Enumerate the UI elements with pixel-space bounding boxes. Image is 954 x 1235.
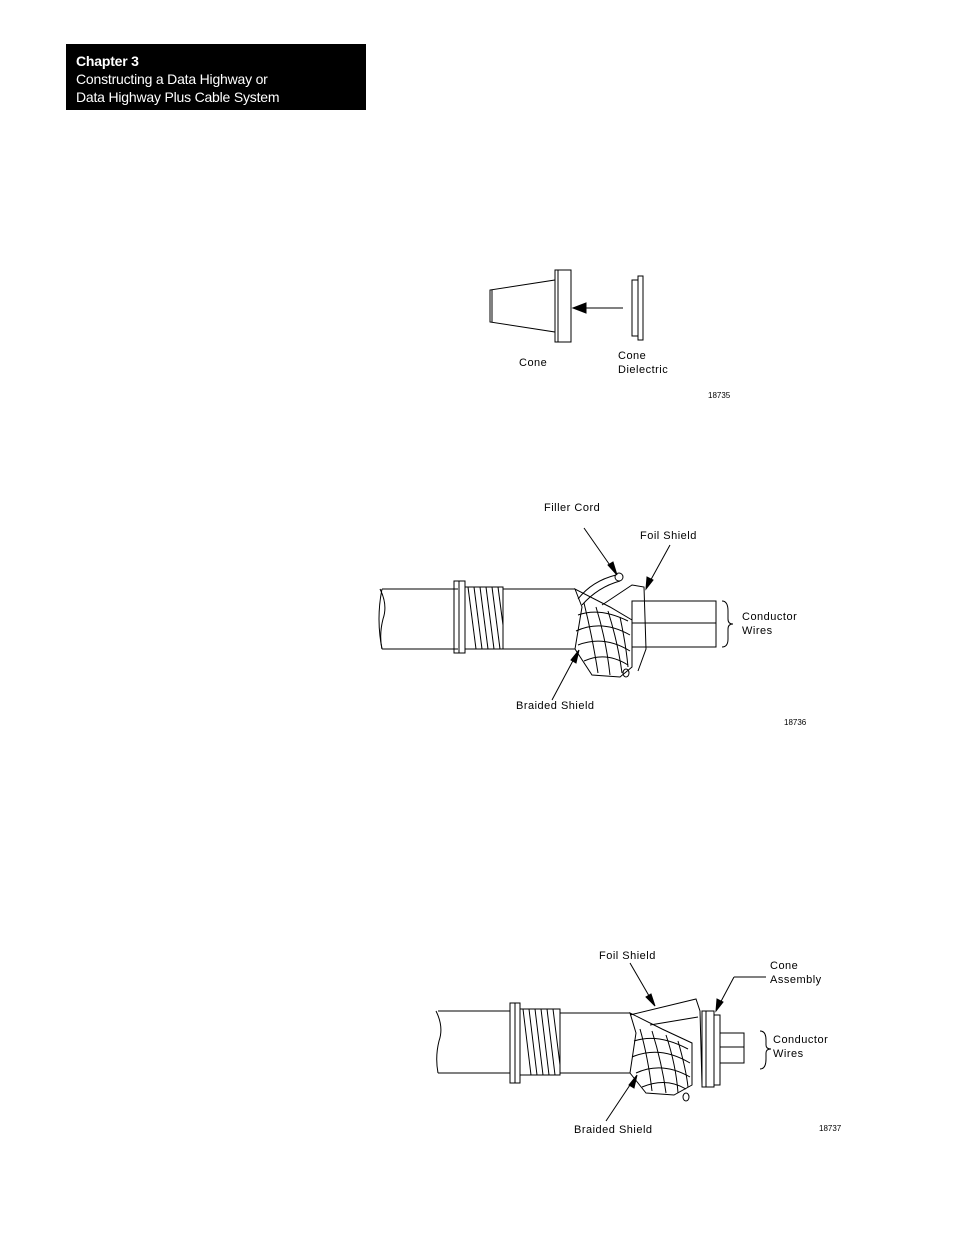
cable-jacket	[438, 1011, 510, 1073]
figure-number: 18735	[708, 391, 731, 400]
label-conductor-wires-1: Conductor	[773, 1034, 829, 1046]
label-conductor-wires-2: Wires	[773, 1048, 804, 1060]
label-cone-assembly-1: Cone	[770, 960, 799, 972]
cone-illustration	[490, 280, 555, 332]
label-conductor-wires-1: Conductor	[742, 611, 798, 623]
label-foil-shield: Foil Shield	[640, 530, 697, 542]
label-cone-dielectric-1: Cone	[618, 350, 647, 362]
label-foil-shield: Foil Shield	[599, 950, 656, 962]
label-cone-dielectric-2: Dielectric	[618, 364, 669, 376]
label-conductor-wires-2: Wires	[742, 625, 773, 637]
foil-shield	[602, 585, 646, 671]
label-cone-assembly-2: Assembly	[770, 974, 822, 986]
label-braided-shield: Braided Shield	[574, 1124, 653, 1136]
cone-assembly	[702, 1011, 714, 1087]
figure-cone-dielectric	[480, 260, 740, 410]
chapter-title-line-1: Constructing a Data Highway or	[76, 71, 268, 87]
figure-number: 18736	[784, 718, 807, 727]
figure-number: 18737	[819, 1124, 842, 1133]
figure-cable-stripped	[370, 495, 820, 730]
figure-cone-assembly	[430, 945, 850, 1140]
filler-cord	[578, 575, 620, 605]
chapter-header	[66, 44, 366, 110]
foil-shield	[630, 999, 702, 1085]
cable-jacket	[379, 589, 458, 649]
chapter-title-line-2: Data Highway Plus Cable System	[76, 89, 280, 105]
label-cone: Cone	[519, 357, 548, 369]
label-filler-cord: Filler Cord	[544, 502, 601, 514]
conductor-wires	[720, 1033, 744, 1063]
cone-dielectric-illustration	[632, 280, 638, 336]
label-braided-shield: Braided Shield	[516, 700, 595, 712]
chapter-label: Chapter 3	[76, 53, 139, 69]
